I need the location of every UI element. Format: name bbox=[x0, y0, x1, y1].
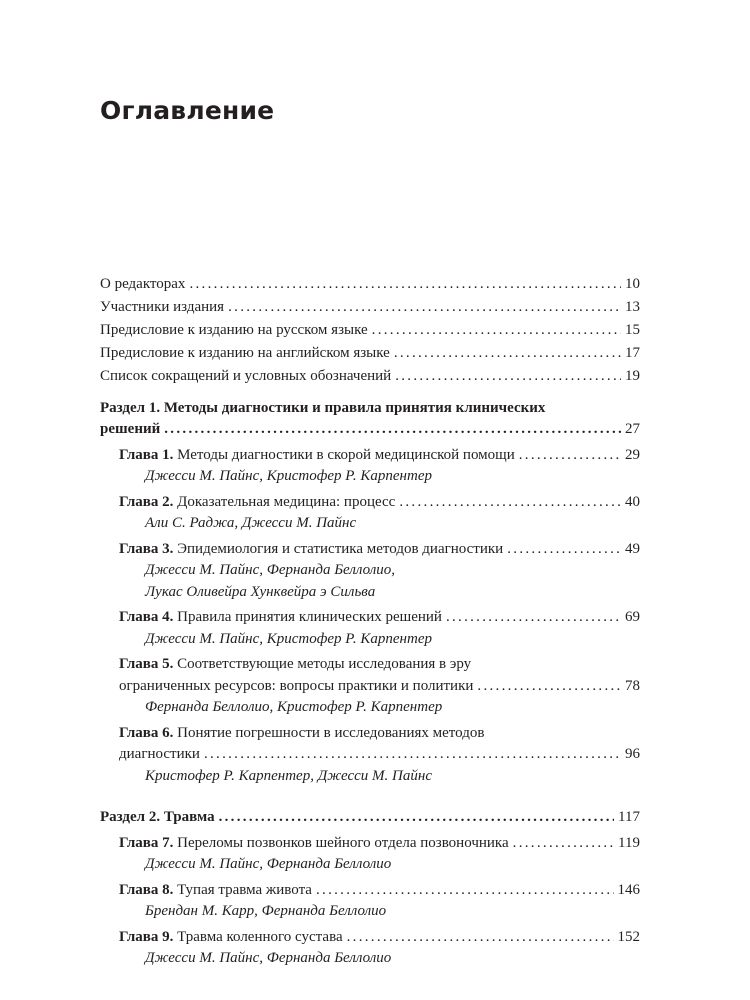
section-title-row[interactable] bbox=[100, 807, 640, 829]
chapter-authors: Лукас Оливейра Хунквейра э Сильва bbox=[145, 583, 376, 600]
chapter-title: Переломы позвонков шейного отдела позвоночника bbox=[177, 834, 509, 851]
chapter-title: Методы диагностики в скорой медицинской помощи bbox=[177, 446, 515, 463]
dot-leader bbox=[446, 607, 621, 629]
toc-section-2 bbox=[100, 807, 640, 970]
dot-leader bbox=[204, 744, 621, 766]
toc-page-number: 49 bbox=[625, 540, 640, 557]
chapter-authors: Кристофер Р. Карпентер, Джесси М. Пайнс bbox=[145, 767, 432, 784]
chapter-title: Доказательная медицина: процесс bbox=[177, 493, 396, 510]
dot-leader bbox=[394, 343, 621, 365]
dot-leader bbox=[372, 320, 621, 342]
dot-leader bbox=[219, 807, 614, 829]
dot-leader bbox=[513, 833, 614, 855]
page-title: Оглавление bbox=[100, 96, 275, 125]
toc-chapter-1[interactable] bbox=[100, 445, 640, 488]
dot-leader bbox=[507, 539, 621, 561]
dot-leader bbox=[347, 927, 614, 949]
chapter-title-line: Соответствующие методы исследования в эру bbox=[177, 656, 472, 672]
toc-entry-preface-english[interactable] bbox=[100, 343, 640, 365]
toc-page-number: 27 bbox=[625, 421, 640, 437]
chapter-label: Глава 1. bbox=[119, 446, 174, 463]
chapter-authors: Али С. Раджа, Джесси М. Пайнс bbox=[145, 515, 357, 531]
table-of-contents bbox=[100, 274, 640, 970]
toc-entry-title: Предисловие к изданию на русском языке bbox=[100, 322, 368, 338]
chapter-label: Глава 5. bbox=[119, 656, 174, 672]
section-title: Раздел 2. Травма bbox=[100, 809, 215, 825]
chapter-title: Правила принятия клинических решений bbox=[177, 609, 442, 625]
toc-page-number: 40 bbox=[625, 493, 640, 510]
dot-leader bbox=[395, 366, 621, 388]
toc-page-number: 13 bbox=[625, 299, 640, 315]
front-matter bbox=[100, 274, 640, 388]
dot-leader bbox=[316, 880, 614, 902]
toc-page-number: 29 bbox=[625, 446, 640, 463]
section-title-row[interactable] bbox=[100, 419, 640, 441]
toc-chapter-9[interactable] bbox=[100, 927, 640, 970]
dot-leader bbox=[477, 676, 621, 698]
chapter-title: Тупая травма живота bbox=[177, 881, 312, 898]
dot-leader bbox=[189, 274, 621, 296]
dot-leader bbox=[228, 297, 621, 319]
toc-chapter-3[interactable] bbox=[100, 539, 640, 604]
toc-entry-preface-russian[interactable] bbox=[100, 320, 640, 342]
dot-leader bbox=[519, 445, 621, 467]
chapter-title: Травма коленного сустава bbox=[177, 928, 343, 945]
toc-page-number: 152 bbox=[617, 928, 640, 945]
toc-entry-title: Предисловие к изданию на английском языке bbox=[100, 345, 390, 361]
toc-page-number: 146 bbox=[617, 881, 640, 898]
dot-leader bbox=[399, 492, 621, 514]
chapter-label: Глава 6. bbox=[119, 724, 174, 741]
chapter-authors: Джесси М. Пайнс, Кристофер Р. Карпентер bbox=[145, 630, 432, 647]
toc-entry-title: Участники издания bbox=[100, 299, 225, 315]
toc-section-1 bbox=[100, 398, 640, 788]
chapter-authors: Фернанда Беллолио, Кристофер Р. Карпентер bbox=[145, 699, 443, 715]
toc-page-number: 78 bbox=[625, 677, 640, 694]
toc-page-number: 15 bbox=[625, 322, 640, 338]
toc-entry-contributors[interactable] bbox=[100, 297, 640, 319]
toc-page-number: 69 bbox=[625, 609, 640, 625]
toc-chapter-8[interactable] bbox=[100, 880, 640, 923]
chapter-authors: Джесси М. Пайнс, Фернанда Беллолио, bbox=[145, 562, 396, 578]
toc-chapter-5[interactable] bbox=[100, 654, 640, 719]
chapter-title: Эпидемиология и статистика методов диагностики bbox=[177, 540, 504, 557]
toc-entry-abbreviations[interactable] bbox=[100, 366, 640, 388]
chapter-authors: Брендан М. Карр, Фернанда Беллолио bbox=[145, 903, 387, 919]
toc-entry-title: Список сокращений и условных обозначений bbox=[100, 368, 392, 384]
toc-entry-title: О редакторах bbox=[100, 276, 186, 292]
chapter-title-line: Понятие погрешности в исследованиях методов bbox=[177, 724, 485, 741]
toc-entry-about-editors[interactable] bbox=[100, 274, 640, 296]
section-title-line: решений bbox=[100, 421, 161, 437]
chapter-label: Глава 8. bbox=[119, 881, 174, 898]
toc-chapter-6[interactable] bbox=[100, 723, 640, 788]
chapter-label: Глава 7. bbox=[119, 834, 174, 851]
toc-page-number: 96 bbox=[625, 746, 640, 762]
chapter-authors: Джесси М. Пайнс, Кристофер Р. Карпентер bbox=[145, 468, 432, 484]
toc-chapter-7[interactable] bbox=[100, 833, 640, 876]
toc-page-number: 10 bbox=[625, 276, 640, 292]
toc-chapter-2[interactable] bbox=[100, 492, 640, 535]
chapter-label: Глава 9. bbox=[119, 928, 174, 945]
chapter-label: Глава 3. bbox=[119, 540, 174, 557]
chapter-authors: Джесси М. Пайнс, Фернанда Беллолио bbox=[145, 950, 392, 966]
chapter-title: диагностики bbox=[119, 746, 200, 762]
section-title-line[interactable]: Раздел 1. Методы диагностики и правила принятия клинических bbox=[100, 399, 546, 416]
chapter-title: ограниченных ресурсов: вопросы практики и политики bbox=[119, 677, 474, 694]
toc-page-number: 19 bbox=[625, 368, 640, 384]
dot-leader bbox=[164, 419, 621, 441]
chapter-label: Глава 4. bbox=[119, 609, 174, 625]
chapter-label: Глава 2. bbox=[119, 493, 174, 510]
toc-chapter-4[interactable] bbox=[100, 607, 640, 650]
chapter-authors: Джесси М. Пайнс, Фернанда Беллолио bbox=[145, 856, 392, 872]
toc-page-number: 117 bbox=[618, 809, 640, 825]
toc-page-number: 119 bbox=[618, 834, 640, 851]
toc-page-number: 17 bbox=[625, 345, 640, 361]
